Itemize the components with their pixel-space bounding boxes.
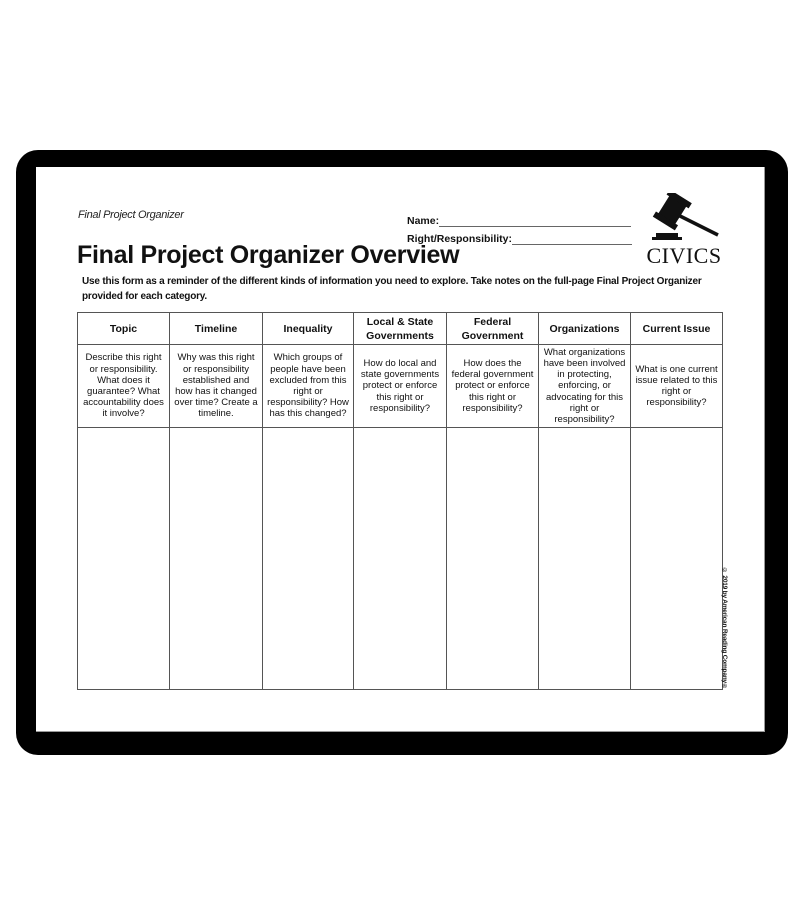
prompt-timeline: Why was this right or responsibility established and how has it changed over time? Create a timeline. [170,345,263,428]
civics-logo [644,193,724,268]
name-label: Name: [407,215,440,227]
instructions: Use this form as a reminder of the different kinds of information you need to explore. Take notes on the full-page Final Project Organizer provided for each category. [82,276,702,302]
prompt-organizations: What organizations have been involved in protecting, enforcing, or advocating for this right or responsibility? [539,345,631,428]
header-row [78,313,723,345]
header-fields [407,209,632,245]
column-header-local-state: Local & State Governments [354,313,447,345]
notes-cell-topic[interactable] [78,428,170,690]
column-header-organizations: Organizations [539,313,631,345]
notes-cell-timeline[interactable] [170,428,263,690]
prompt-inequality: Which groups of people have been excluded from this right or responsibility? How has this changed? [263,345,354,428]
running-head: Final Project Organizer [78,209,184,221]
name-field[interactable] [407,209,632,227]
notes-cell-federal[interactable] [447,428,539,690]
notes-cell-current-issue[interactable] [631,428,723,690]
column-header-topic: Topic [78,313,170,345]
name-input-line[interactable] [439,215,631,227]
prompt-local-state: How do local and state governments protect or enforce this right or responsibility? [354,345,447,428]
right-responsibility-label: Right/Responsibility: [407,233,512,245]
notes-cell-inequality[interactable] [263,428,354,690]
organizer-table [77,312,723,690]
right-responsibility-input-line[interactable] [512,233,632,245]
copyright-notice: © 2019 by American Reading Company® [721,567,728,690]
notes-cell-organizations[interactable] [539,428,631,690]
prompt-row [78,345,723,428]
notes-row [78,428,723,690]
column-header-current-issue: Current Issue [631,313,723,345]
prompt-topic: Describe this right or responsibility. What does it guarantee? What accountability does it involve? [78,345,170,428]
page-title: Final Project Organizer Overview [77,241,460,269]
prompt-current-issue: What is one current issue related to this right or responsibility? [631,345,723,428]
civics-logo-text: CIVICS [646,243,722,268]
column-header-federal: Federal Government [447,313,539,345]
notes-cell-local-state[interactable] [354,428,447,690]
column-header-timeline: Timeline [170,313,263,345]
worksheet-page [36,167,765,732]
gavel-icon [644,193,724,243]
prompt-federal: How does the federal government protect or enforce this right or responsibility? [447,345,539,428]
column-header-inequality: Inequality [263,313,354,345]
